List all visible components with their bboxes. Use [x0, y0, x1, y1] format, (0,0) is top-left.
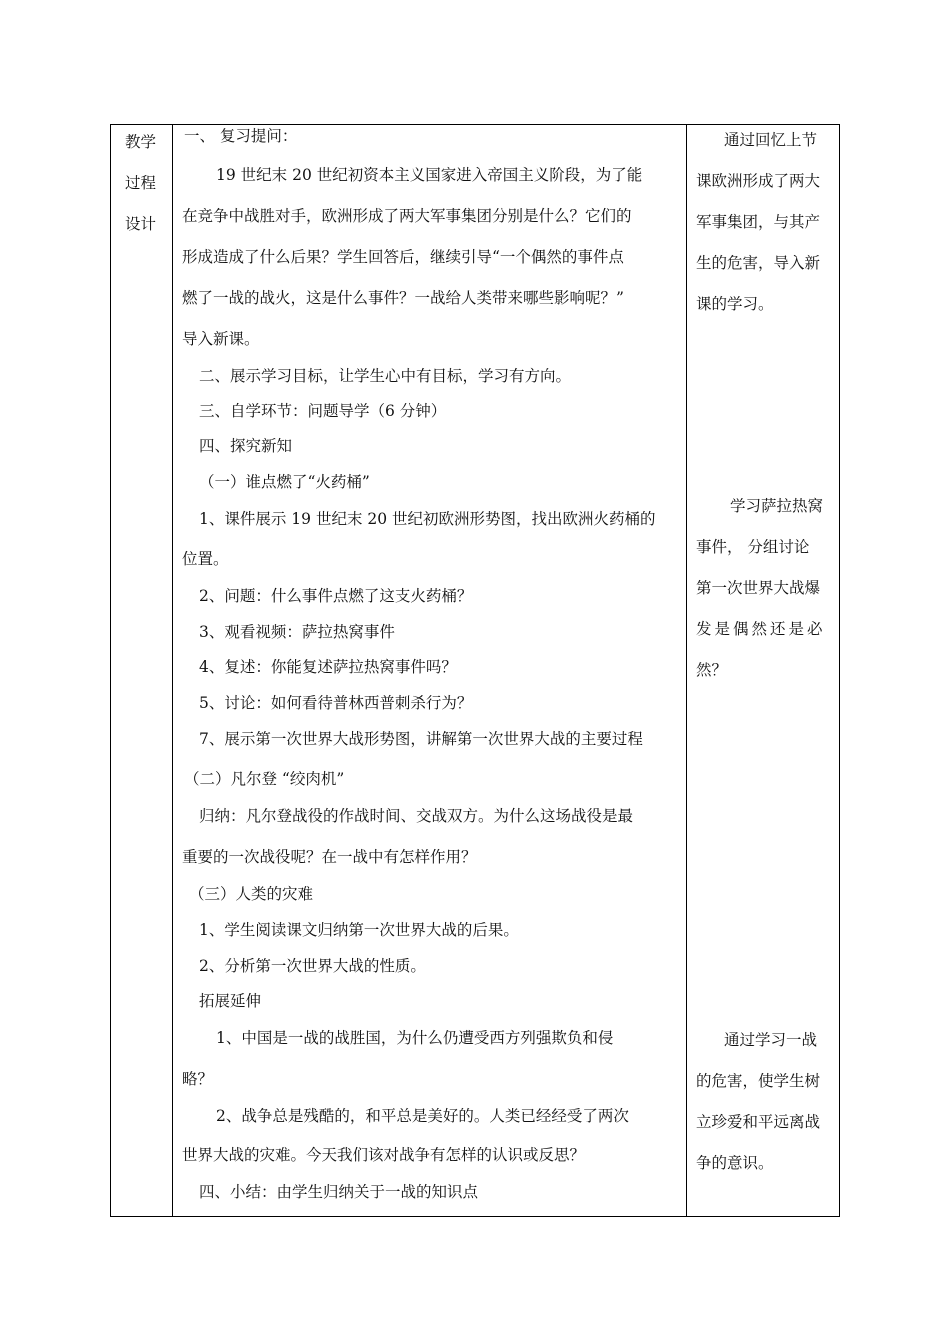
- note-line: 然？: [696, 661, 728, 679]
- section-heading: （一）谁点燃了“火药桶”: [199, 473, 370, 491]
- text-line: 形成造成了什么后果？学生回答后，继续引导“一个偶然的事件点: [182, 248, 624, 266]
- note-line: 军事集团，与其产: [696, 213, 821, 231]
- notes-column: [686, 125, 840, 1216]
- section-heading: 拓展延伸: [199, 992, 262, 1010]
- text-line: 位置。: [182, 550, 229, 568]
- note-line: 学习萨拉热窝: [730, 497, 824, 515]
- text-line: 略？: [182, 1070, 214, 1088]
- note-line: 课的学习。: [696, 295, 774, 313]
- text-line: 燃了一战的战火，这是什么事件？一战给人类带来哪些影响呢？”: [182, 289, 624, 307]
- text-line: 一、 复习提问：: [184, 127, 298, 145]
- note-line: 事件， 分组讨论: [696, 538, 810, 556]
- note-line: 争的意识。: [696, 1154, 774, 1172]
- text-line: 重要的一次战役呢？在一战中有怎样作用？: [182, 848, 477, 866]
- label-line: 教学: [125, 133, 157, 151]
- text-line: 1、课件展示 19 世纪末 20 世纪初欧洲形势图，找出欧洲火药桶的: [199, 510, 656, 528]
- text-line: 归纳：凡尔登战役的作战时间、交战双方。为什么这场战役是最: [199, 807, 634, 825]
- text-line: 四、小结：由学生归纳关于一战的知识点: [199, 1183, 479, 1201]
- note-line: 第一次世界大战爆: [696, 579, 821, 597]
- lesson-table: [110, 124, 840, 1217]
- text-line: 在竞争中战胜对手，欧洲形成了两大军事集团分别是什么？它们的: [182, 207, 632, 225]
- label-line: 设计: [125, 215, 157, 233]
- text-line: 世界大战的灾难。今天我们该对战争有怎样的认识或反思？: [182, 1146, 586, 1164]
- note-line: 发是偶然还是必: [696, 620, 826, 638]
- text-line: 3、观看视频：萨拉热窝事件: [199, 623, 395, 641]
- text-line: 三、自学环节：问题导学（6 分钟）: [199, 402, 447, 420]
- note-line: 通过学习一战: [724, 1031, 818, 1049]
- text-line: 1、学生阅读课文归纳第一次世界大战的后果。: [199, 921, 519, 939]
- text-line: 2、战争总是残酷的，和平总是美好的。人类已经经受了两次: [216, 1107, 629, 1125]
- note-line: 立珍爱和平远离战: [696, 1113, 821, 1131]
- label-line: 过程: [125, 174, 157, 192]
- text-line: 4、复述：你能复述萨拉热窝事件吗？: [199, 658, 457, 676]
- note-line: 课欧洲形成了两大: [696, 172, 821, 190]
- text-line: 2、分析第一次世界大战的性质。: [199, 957, 426, 975]
- note-line: 通过回忆上节: [724, 131, 818, 149]
- section-heading: （三）人类的灾难: [189, 885, 314, 903]
- section-heading: （二）凡尔登 “绞肉机”: [184, 770, 345, 788]
- text-line: 1、中国是一战的战胜国，为什么仍遭受西方列强欺负和侵: [216, 1029, 614, 1047]
- text-line: 2、问题：什么事件点燃了这支火药桶？: [199, 587, 473, 605]
- text-line: 7、展示第一次世界大战形势图，讲解第一次世界大战的主要过程: [199, 730, 643, 748]
- text-line: 四、探究新知: [199, 437, 293, 455]
- text-line: 二、展示学习目标，让学生心中有目标，学习有方向。: [199, 367, 572, 385]
- label-column: [111, 125, 172, 1216]
- main-content-column: [172, 125, 686, 1216]
- text-line: 导入新课。: [182, 330, 260, 348]
- note-line: 的危害，使学生树: [696, 1072, 821, 1090]
- text-line: 5、讨论：如何看待普林西普刺杀行为？: [199, 694, 473, 712]
- note-line: 生的危害，导入新: [696, 254, 821, 272]
- text-line: 19 世纪末 20 世纪初资本主义国家进入帝国主义阶段，为了能: [216, 166, 643, 184]
